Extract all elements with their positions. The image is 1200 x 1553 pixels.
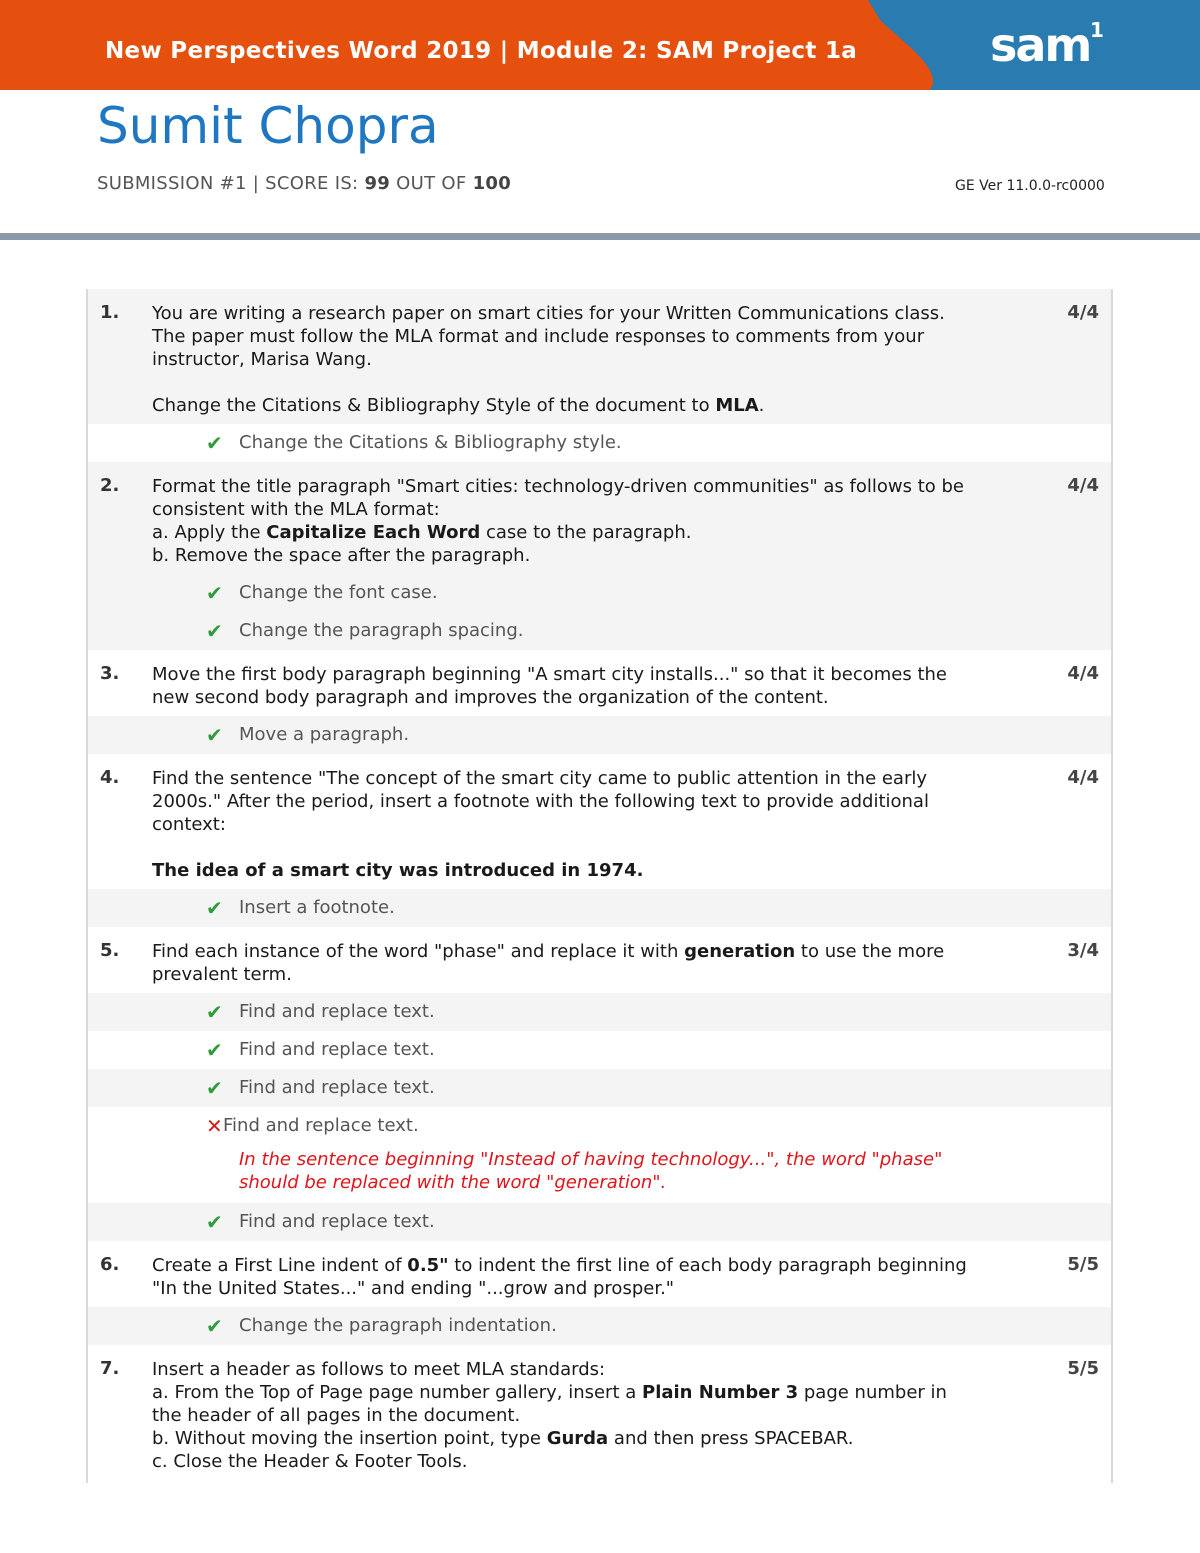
check-item [88, 424, 1111, 462]
check-label: Insert a footnote. [239, 897, 395, 918]
task-2 [88, 462, 1111, 574]
checkmark-icon: ✔ [206, 1314, 223, 1338]
check-item [88, 1203, 1111, 1241]
text-run: a. From the Top of Page page number gallery, insert a [152, 1382, 642, 1403]
task-score: 4/4 [1067, 663, 1099, 684]
task-line [152, 1427, 972, 1450]
check-label: Change the font case. [239, 582, 438, 603]
check-item [88, 612, 1111, 650]
out-of-label: OUT OF [396, 173, 467, 194]
task-line: b. Remove the space after the paragraph. [152, 545, 531, 566]
check-item [88, 889, 1111, 927]
task-description [152, 1254, 972, 1300]
checkmark-icon: ✔ [206, 1038, 223, 1062]
checkmark-icon: ✔ [206, 723, 223, 747]
task-line: Format the title paragraph "Smart cities: technology-driven communities" as follows to be consistent with the MLA format: [152, 476, 964, 520]
task-number: 1. [100, 302, 120, 323]
submission-prefix: SUBMISSION #1 | SCORE IS: [97, 173, 359, 194]
task-1 [88, 289, 1111, 424]
score-value: 99 [364, 173, 391, 194]
checkmark-icon: ✔ [206, 581, 223, 605]
task-paragraph: You are writing a research paper on smart cities for your Written Communications class. The paper must follow the MLA format and include responses to comments from your instructor, Marisa Wang. [152, 303, 945, 370]
bold-text: Gurda [546, 1428, 609, 1449]
text-run: to indent the first line of each body paragraph beginning "In the United States..." and ending "...grow and prosper." [152, 1255, 967, 1299]
project-title: New Perspectives Word 2019 | Module 2: SAM Project 1a [105, 38, 858, 64]
task-5 [88, 927, 1111, 993]
check-item [88, 993, 1111, 1031]
cross-icon: ✕ [206, 1114, 223, 1138]
check-item [88, 574, 1111, 612]
task-description [152, 940, 972, 986]
task-number: 4. [100, 767, 120, 788]
check-label: Move a paragraph. [239, 724, 410, 745]
task-number: 2. [100, 475, 120, 496]
bold-text: Capitalize Each Word [266, 522, 481, 543]
text-run: and then press SPACEBAR. [608, 1428, 854, 1449]
header-divider [0, 233, 1200, 240]
bold-text: Plain Number 3 [642, 1382, 799, 1403]
bold-text: generation [684, 941, 796, 962]
check-label: Change the paragraph indentation. [239, 1315, 557, 1336]
task-score: 4/4 [1067, 302, 1099, 323]
submission-score-line [97, 173, 511, 194]
student-name: Sumit Chopra [97, 97, 439, 155]
check-label: Change the Citations & Bibliography style. [239, 432, 622, 453]
task-number: 7. [100, 1358, 120, 1379]
task-paragraph: Find the sentence "The concept of the smart city came to public attention in the early 2000s." After the period, insert a footnote with the following text to provide additional context: [152, 768, 929, 835]
text-run: page number in the header of all pages in the document. [152, 1382, 947, 1426]
header-banner [0, 0, 1200, 90]
check-label: Find and replace text. [239, 1077, 435, 1098]
task-description [152, 475, 972, 567]
bold-text: The idea of a smart city was introduced in 1974. [152, 860, 644, 881]
task-score: 3/4 [1067, 940, 1099, 961]
text-run: Create a First Line indent of [152, 1255, 408, 1276]
check-label: Find and replace text. [239, 1211, 435, 1232]
checkmark-icon: ✔ [206, 431, 223, 455]
task-6 [88, 1241, 1111, 1307]
check-item [88, 716, 1111, 754]
task-line: Insert a header as follows to meet MLA standards: [152, 1359, 606, 1380]
sam-logo-superscript: 1 [1090, 18, 1104, 42]
task-4 [88, 754, 1111, 889]
checkmark-icon: ✔ [206, 619, 223, 643]
task-score: 5/5 [1067, 1358, 1099, 1379]
text-run: . [758, 395, 765, 416]
task-description [152, 1358, 972, 1473]
failure-feedback: In the sentence beginning "Instead of having technology...", the word "phase" should be replaced with the word "generation". [239, 1149, 943, 1193]
check-label: Find and replace text. [239, 1001, 435, 1022]
task-line [152, 1381, 972, 1427]
task-number: 6. [100, 1254, 120, 1275]
failed-check-item [88, 1107, 1111, 1203]
task-number: 5. [100, 940, 120, 961]
check-label: Find and replace text. [239, 1039, 435, 1060]
check-label: Find and replace text. [223, 1115, 419, 1136]
task-line [152, 521, 972, 544]
score-total: 100 [472, 173, 512, 194]
task-paragraph [152, 394, 972, 417]
checkmark-icon: ✔ [206, 1076, 223, 1100]
task-paragraph [152, 1254, 972, 1300]
text-run: a. Apply the [152, 522, 267, 543]
bold-text: MLA [715, 395, 759, 416]
check-label: Change the paragraph spacing. [239, 620, 524, 641]
task-score: 4/4 [1067, 475, 1099, 496]
check-item [88, 1069, 1111, 1107]
check-item [88, 1031, 1111, 1069]
text-run: Change the Citations & Bibliography Style of the document to [152, 395, 716, 416]
task-score: 5/5 [1067, 1254, 1099, 1275]
task-number: 3. [100, 663, 120, 684]
task-paragraph: Move the first body paragraph beginning "A smart city installs..." so that it becomes the new second body paragraph and improves the organization of the content. [152, 664, 947, 708]
task-paragraph [152, 859, 972, 882]
sam-logo: sam [990, 18, 1091, 72]
checkmark-icon: ✔ [206, 1210, 223, 1234]
task-7 [88, 1345, 1111, 1483]
text-run: b. Without moving the insertion point, type [152, 1428, 547, 1449]
check-item [88, 1307, 1111, 1345]
checkmark-icon: ✔ [206, 1000, 223, 1024]
task-description [152, 302, 972, 417]
task-line: c. Close the Header & Footer Tools. [152, 1451, 468, 1472]
task-score: 4/4 [1067, 767, 1099, 788]
task-description [152, 663, 972, 709]
task-3 [88, 650, 1111, 716]
text-run: to use the more prevalent term. [152, 941, 945, 985]
task-description [152, 767, 972, 882]
task-paragraph [152, 940, 972, 986]
checkmark-icon: ✔ [206, 896, 223, 920]
text-run: Find each instance of the word "phase" and replace it with [152, 941, 685, 962]
bold-text: 0.5" [407, 1255, 449, 1276]
report-list [86, 289, 1113, 1483]
version-label: GE Ver 11.0.0-rc0000 [955, 178, 1105, 194]
text-run: case to the paragraph. [480, 522, 692, 543]
